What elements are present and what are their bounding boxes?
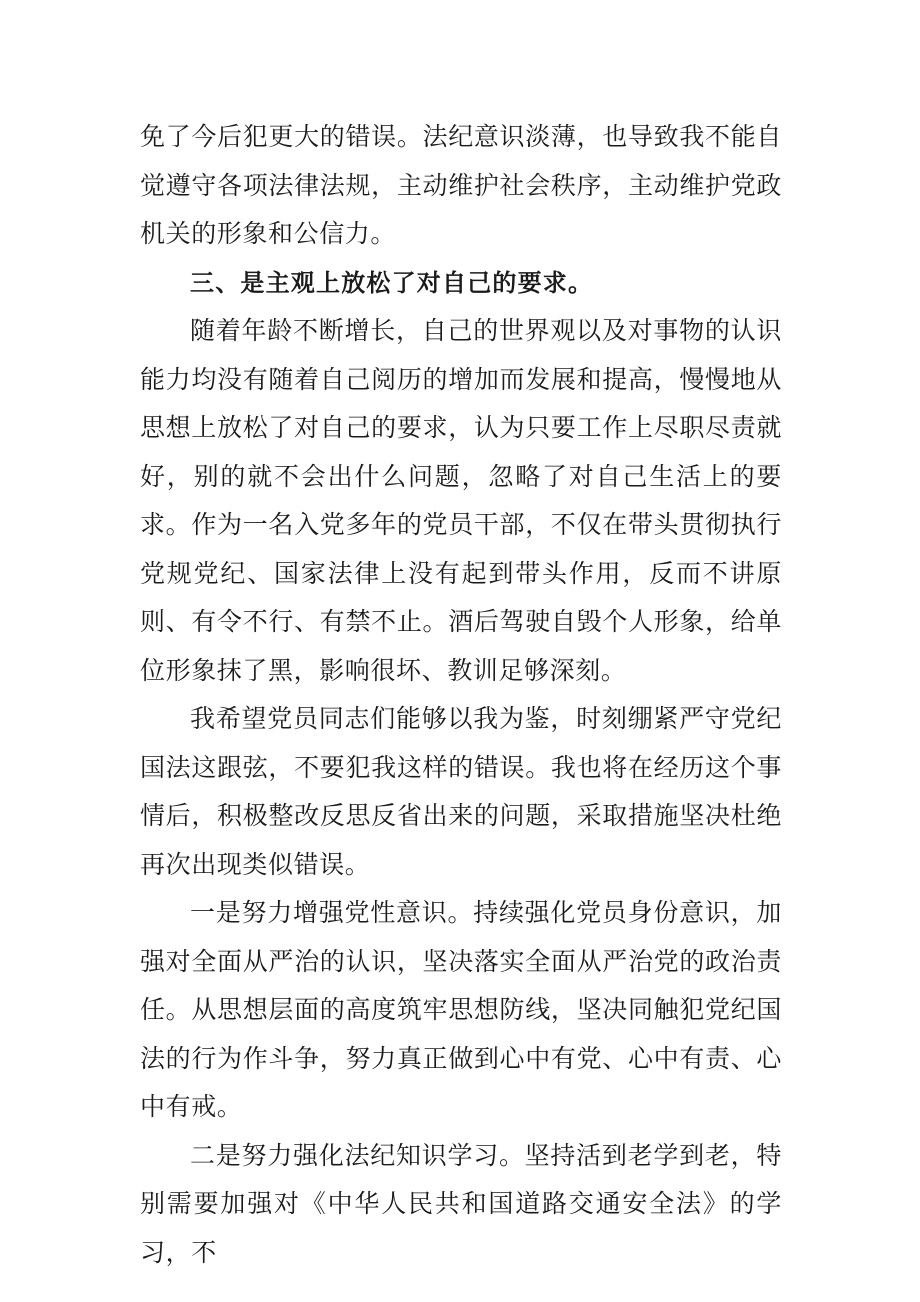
paragraph-warning-to-members: 我希望党员同志们能够以我为鉴，时刻绷紧严守党纪国法这跟弦，不要犯我这样的错误。我也将在经历这个事情后，积极整改反思反省出来的问题，采取措施坚决杜绝再次出现类似错误。 (140, 704, 782, 879)
paragraph-law-study: 二是努力强化法纪知识学习。坚持活到老学到老，特别需要加强对《中华人民共和国道路交通安全法》的学习，不 (140, 1140, 782, 1267)
document-body (140, 113, 782, 1277)
paragraph-self-requirements: 随着年龄不断增长，自己的世界观以及对事物的认识能力均没有随着自己阅历的增加而发展和提高，慢慢地从思想上放松了对自己的要求，认为只要工作上尽职尽责就好，别的就不会出什么问题，忽略了对自己生活上的要求。作为一名入党多年的党员干部，不仅在带头贯彻执行党规党纪、国家法律上没有起到带头作用，反而不讲原则、有令不行、有禁不止。酒后驾驶自毁个人形象，给单位形象抹了黑，影响很坏、教训足够深刻。 (140, 316, 782, 685)
paragraph-continuation: 免了今后犯更大的错误。法纪意识淡薄，也导致我不能自觉遵守各项法律法规，主动维护社会秩序，主动维护党政机关的形象和公信力。 (140, 122, 782, 248)
section-heading-three: 三、是主观上放松了对自己的要求。 (190, 268, 594, 297)
paragraph-party-awareness: 一是努力增强党性意识。持续强化党员身份意识，加强对全面从严治的认识，坚决落实全面从严治党的政治责任。从思想层面的高度筑牢思想防线，坚决同触犯党纪国法的行为作斗争，努力真正做到心中有党、心中有责、心中有戒。 (140, 898, 782, 1121)
